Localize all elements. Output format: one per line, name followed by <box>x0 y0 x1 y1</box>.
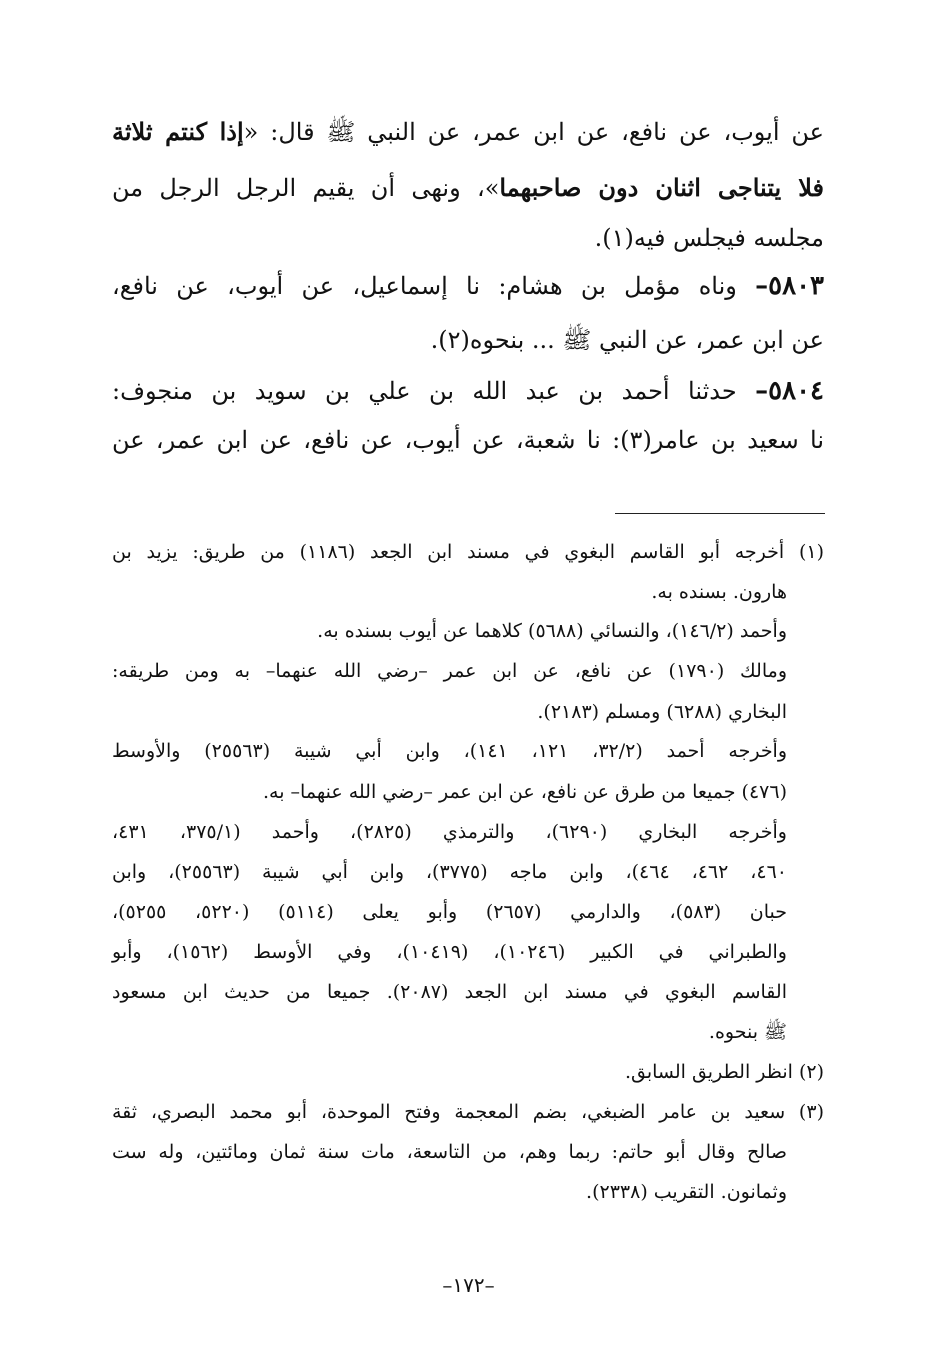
footnote-line: والطبراني في الكبير (١٠٢٤٦)، (١٠٤١٩)، وفي الأوسط (١٥٦٢)، وأبو <box>112 941 787 963</box>
footnote-line: وثمانون. التقريب (٢٣٣٨). <box>586 1181 787 1203</box>
hadith-5804: ٥٨٠٤– حدثنا أحمد بن عبد الله بن علي بن سويد بن منجوف: <box>112 376 824 406</box>
main-line: فلا يتناجى اثنان دون صاحبهما»، ونهى أن يقيم الرجل الرجل من <box>112 173 824 202</box>
footnote-line: (١) أخرجه أبو القاسم البغوي في مسند ابن الجعد (١١٨٦) من طريق: يزيد بن <box>112 541 824 563</box>
page-number: –١٧٢– <box>442 1273 495 1297</box>
footnote-line: ٤٦٠، ٤٦٢، ٤٦٤)، وابن ماجه (٣٧٧٥)، وابن أبي شيبة (٢٥٥٦٣)، وابن <box>112 861 788 883</box>
footnote-divider <box>615 513 825 514</box>
footnote-line: وأحمد (١٤٦/٢)، والنسائي (٥٦٨٨) كلاهما عن أيوب بسنده به. <box>317 620 787 642</box>
footnote-line: القاسم البغوي في مسند ابن الجعد (٢٠٨٧). جميعا من حديث ابن مسعود <box>112 981 787 1003</box>
footnote-line: صالح وقال أبو حاتم: ربما وهم، من التاسعة، مات سنة ثمان ومائتين، وله ست <box>112 1141 787 1163</box>
footnote-line: (٣) سعيد بن عامر الضبغي، بضم المعجمة وفتح الموحدة، أبو محمد البصري، ثقة <box>112 1101 824 1123</box>
footnote-line: هارون. بسنده به. <box>651 581 787 603</box>
footnote-line: (٢) انظر الطريق السابق. <box>624 1061 824 1083</box>
footnote-line: (٤٧٦) جميعا من طرق عن نافع، عن ابن عمر –رضي الله عنهما– به. <box>263 781 787 803</box>
footnote-line: حبان (٥٨٣)، والدارمي (٢٦٥٧) وأبو يعلى (٥١١٤) (٥٢٢٠، ٥٢٥٥)، <box>112 901 787 923</box>
footnote-line: وأخرجه أحمد (٣٢/٢، ١٢١، ١٤١)، وابن أبي شيبة (٢٥٥٦٣) والأوسط <box>112 740 788 762</box>
footnote-line: وأخرجه البخاري (٦٢٩٠)، والترمذي (٢٨٢٥)، وأحمد (٣٧٥/١، ٤٣١، <box>112 821 787 843</box>
main-line: عن ابن عمر، عن النبي ﷺ ... بنحوه(٢). <box>430 326 824 354</box>
hadith-number: ٥٨٠٤– <box>755 376 824 406</box>
main-line: عن أيوب، عن نافع، عن ابن عمر، عن النبي ﷺ قال: «إذا كنتم ثلاثة <box>112 117 824 146</box>
footnote-line: ومالك (١٧٩٠) عن نافع، عن ابن عمر –رضي الله عنهما– به ومن طريقه: <box>112 660 787 682</box>
main-line: مجلسه فيجلس فيه(١). <box>594 224 824 252</box>
footnote-line: ﷺ بنحوه. <box>708 1021 787 1043</box>
hadith-5803: ٥٨٠٣– وناه مؤمل بن هشام: نا إسماعيل، عن أيوب، عن نافع، <box>112 271 824 301</box>
hadith-number: ٥٨٠٣– <box>755 271 824 301</box>
main-line: نا سعيد بن عامر(٣): نا شعبة، عن أيوب، عن نافع، عن ابن عمر، عن <box>112 426 824 454</box>
footnote-line: البخاري (٦٢٨٨) ومسلم (٢١٨٣). <box>537 701 787 723</box>
